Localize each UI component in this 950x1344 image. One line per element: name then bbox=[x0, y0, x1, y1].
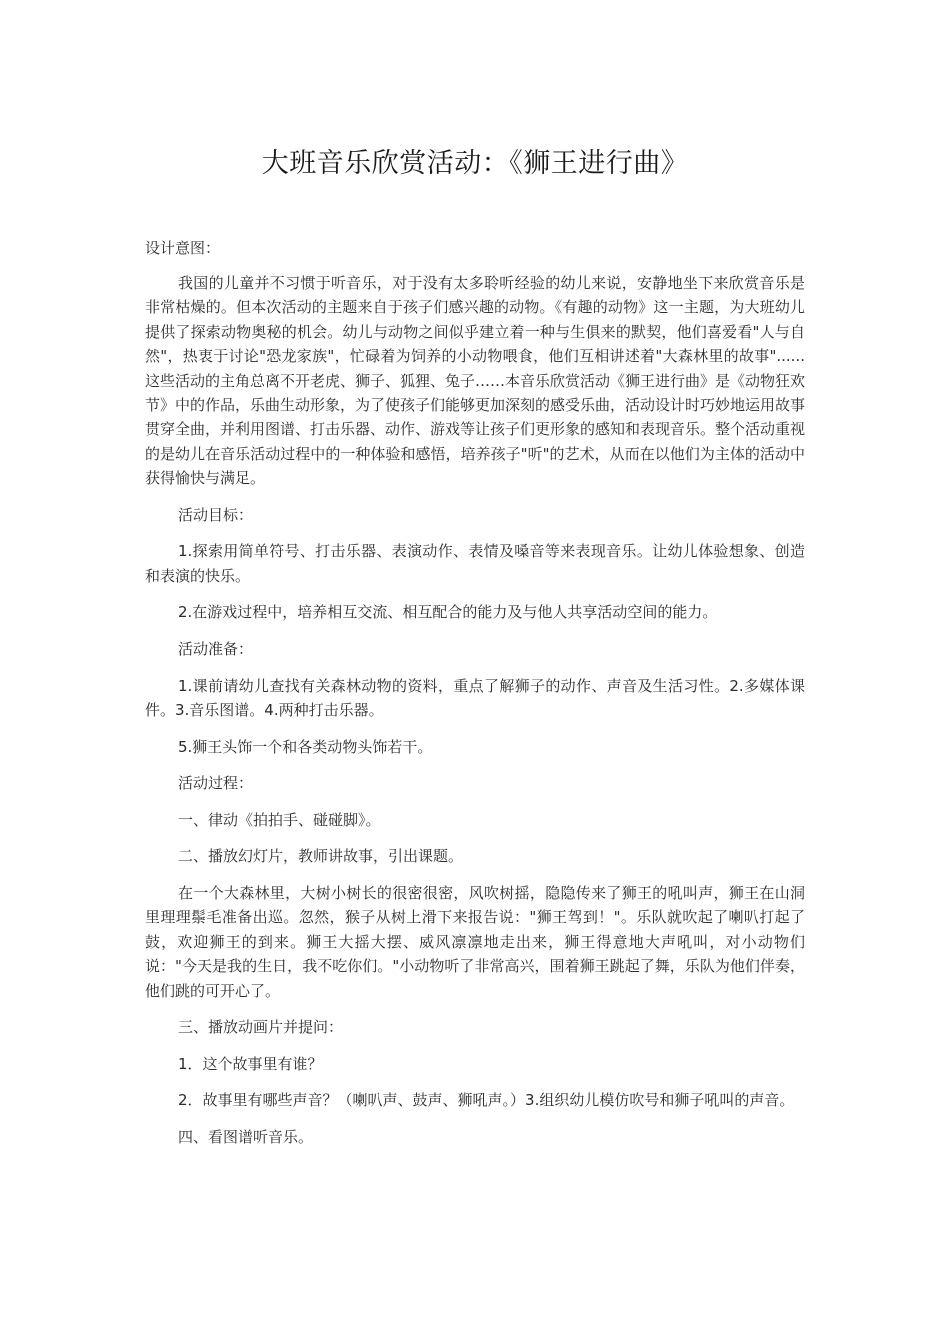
preparation-items-1-4: 1.课前请幼儿查找有关森林动物的资料，重点了解狮子的动作、声音及生活习性。2.多媒体课件。3.音乐图谱。4.两种打击乐器。 bbox=[145, 676, 805, 720]
paragraph-design-intent: 我国的儿童并不习惯于听音乐，对于没有太多聆听经验的幼儿来说，安静地坐下来欣赏音乐是非常枯燥的。但本次活动的主题来自于孩子们感兴趣的动物。《有趣的动物》这一主题，为大班幼儿提供了探索动物奥秘的机会。幼儿与动物之间似乎建立着一种与生俱来的默契，他们喜爱看"人与自然"，热衷于讨论"恐龙家族"，忙碌着为饲养的小动物喂食，他们互相讲述着"大森林里的故事"......这些活动的主角总离不开老虎、狮子、狐狸、兔子……本音乐欣赏活动《狮王进行曲》是《动物狂欢节》中的作品，乐曲生动形象，为了使孩子们能够更加深刻的感受乐曲，活动设计时巧妙地运用故事贯穿全曲，并利用图谱、打击乐器、动作、游戏等让孩子们更形象的感知和表现音乐。整个活动重视的是幼儿在音乐活动过程中的一种体验和感悟，培养孩子"听"的艺术，从而在以他们为主体的活动中获得愉快与满足。 bbox=[145, 274, 806, 488]
section-heading-design-intent: 设计意图： bbox=[145, 239, 221, 257]
story-paragraph: 在一个大森林里，大树小树长的很密很密，风吹树摇，隐隐传来了狮王的吼叫声，狮王在山洞里理理鬃毛准备出巡。忽然，猴子从树上滑下来报告说："狮王驾到！"。乐队就吹起了喇叭打起了鼓，欢迎狮王的到来。狮王大摇大摆、威风凛凛地走出来，狮王得意地大声吼叫，对小动物们说："今天是我的生日，我不吃你们。"小动物听了非常高兴，围着狮王跳起了舞，乐队为他们伴奏，他们跳的可开心了。 bbox=[145, 884, 805, 1000]
question-2: 2．故事里有哪些声音？（喇叭声、鼓声、狮吼声。）3.组织幼儿模仿吹号和狮子吼叫的声音。 bbox=[178, 1091, 795, 1110]
section-heading-preparation: 活动准备： bbox=[178, 640, 254, 659]
goal-item-2: 2.在游戏过程中，培养相互交流、相互配合的能力及与他人共享活动空间的能力。 bbox=[178, 603, 718, 622]
process-step-3: 三、播放动画片并提问： bbox=[178, 1018, 344, 1037]
process-step-2: 二、播放幻灯片，教师讲故事，引出课题。 bbox=[178, 847, 464, 866]
goal-item-1: 1.探索用简单符号、打击乐器、表演动作、表情及嗓音等来表现音乐。让幼儿体验想象、创造和表演的快乐。 bbox=[145, 542, 805, 585]
section-heading-goals: 活动目标： bbox=[178, 505, 254, 524]
process-step-1: 一、律动《拍拍手、碰碰脚》。 bbox=[178, 810, 381, 829]
section-heading-process: 活动过程： bbox=[178, 774, 254, 793]
question-1: 1．这个故事里有谁？ bbox=[178, 1054, 323, 1073]
process-step-4: 四、看图谱听音乐。 bbox=[178, 1128, 314, 1146]
preparation-item-5: 5.狮王头饰一个和各类动物头饰若干。 bbox=[178, 737, 433, 756]
document-body bbox=[145, 236, 805, 1162]
document-title: 大班音乐欣赏活动：《狮王进行曲》 bbox=[261, 148, 689, 179]
